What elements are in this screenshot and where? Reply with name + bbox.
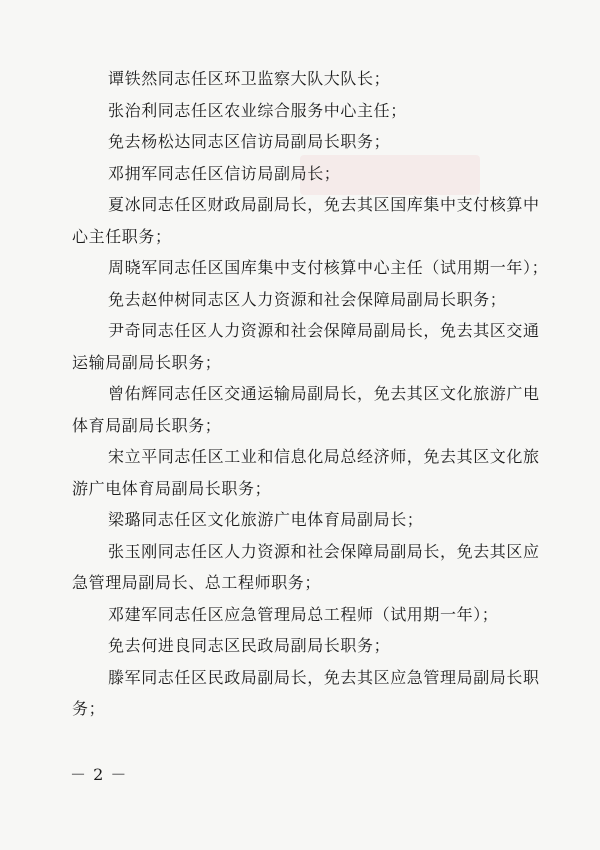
paragraph: 宋立平同志任区工业和信息化局总经济师，免去其区文化旅游广电体育局副局长职务；: [72, 447, 540, 498]
paragraph: 免去何进良同志区民政局副局长职务；: [108, 636, 391, 655]
paragraph: 谭铁然同志任区环卫监察大队大队长；: [108, 69, 391, 88]
page-number: － 2 －: [70, 765, 128, 784]
paragraph: 免去杨松达同志区信访局副局长职务；: [108, 132, 391, 151]
paragraph: 周晓军同志任区国库集中支付核算中心主任（试用期一年）；: [108, 258, 549, 277]
paragraph: 滕军同志任区民政局副局长，免去其区应急管理局副局长职务；: [72, 667, 540, 718]
paragraph: 夏冰同志任区财政局副局长，免去其区国库集中支付核算中心主任职务；: [72, 195, 540, 246]
paragraph: 免去赵仲树同志区人力资源和社会保障局副局长职务；: [108, 289, 507, 309]
paragraph: 曾佑辉同志任区交通运输局副局长，免去其区文化旅游广电体育局副局长职务；: [72, 384, 540, 435]
paragraph: 张玉刚同志任区人力资源和社会保障局副局长，免去其区应急管理局副局长、总工程师职务；: [72, 541, 540, 592]
paragraph: 张治利同志任区农业综合服务中心主任；: [108, 100, 407, 120]
paragraph: 尹奇同志任区人力资源和社会保障局副局长，免去其区交通运输局副局长职务；: [72, 321, 540, 372]
appointment-list: [72, 63, 552, 725]
paragraph: 邓拥军同志任区信访局副局长；: [108, 163, 341, 183]
paragraph: 梁璐同志任区文化旅游广电体育局副局长；: [108, 510, 424, 529]
paragraph: 邓建军同志任区应急管理局总工程师（试用期一年）；: [108, 604, 499, 624]
